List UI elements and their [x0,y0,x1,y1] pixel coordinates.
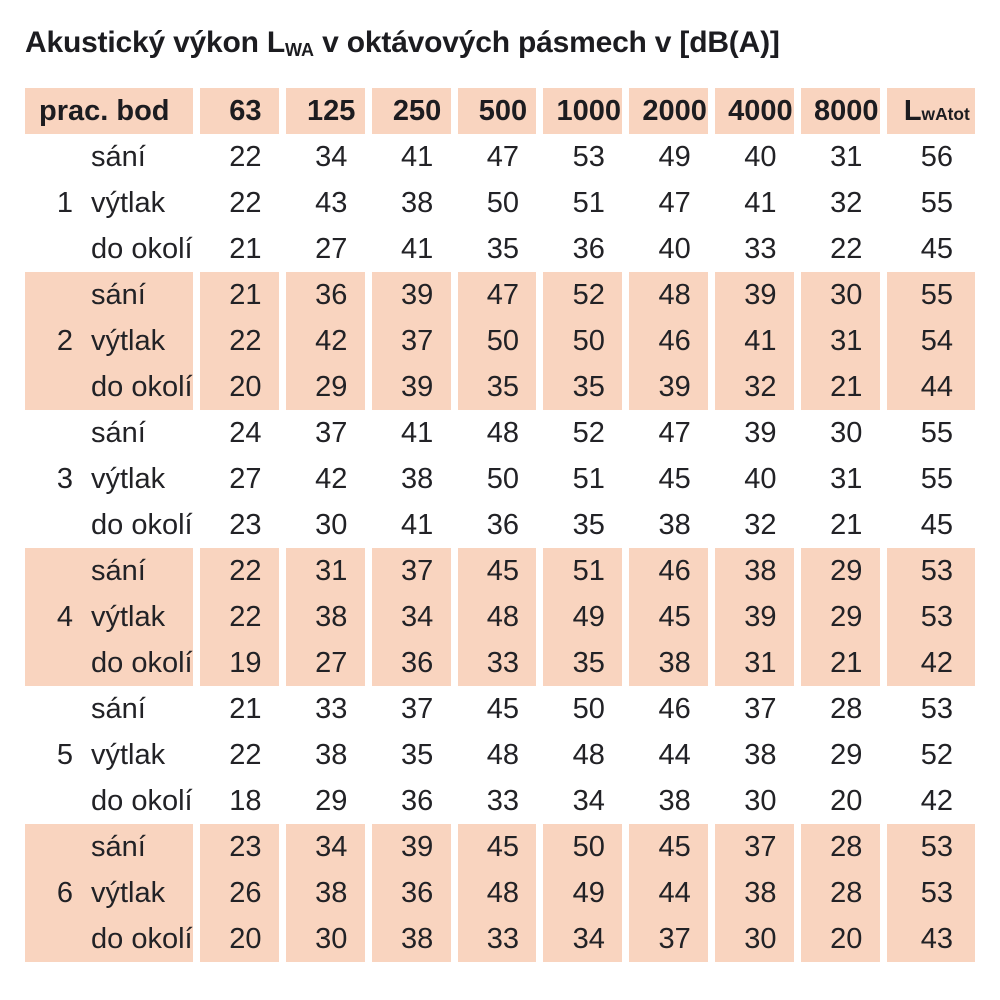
value-cell: 38 [400,462,434,495]
value-cell: 41 [400,232,434,265]
value-cell: 43 [315,186,348,219]
value-cell: 22 [229,140,262,173]
value-cell: 33 [486,784,520,817]
value-cell: 42 [286,318,365,364]
value-cell: 53 [572,140,605,173]
value-cell: 18 [229,784,262,817]
row-label-cell [25,318,193,364]
value-cell: 45 [629,594,708,640]
value-cell: 45 [658,462,691,495]
value-cell: 53 [887,870,975,916]
value-cell: 21 [801,640,880,686]
header-cell-band-125: 125 [286,88,365,134]
row-label-cell [25,778,193,824]
value-cell: 41 [400,508,434,541]
value-cell: 38 [286,870,365,916]
value-cell: 28 [830,692,863,725]
value-cell: 41 [715,318,794,364]
row-label-cell [25,226,193,272]
value-cell: 36 [372,870,451,916]
value-cell: 49 [543,870,622,916]
value-cell: 31 [830,462,863,495]
value-cell: 50 [486,186,520,219]
value-cell: 50 [572,692,605,725]
value-cell: 40 [744,462,777,495]
value-cell: 36 [572,232,605,265]
row-label: do okolí [91,508,193,541]
row-label: do okolí [91,646,193,679]
value-cell: 37 [744,692,777,725]
value-cell: 37 [715,824,794,870]
value-cell: 45 [458,824,537,870]
header-cell-band-1000: 1000 [543,88,622,134]
row-label: do okolí [91,370,193,403]
value-cell: 45 [458,548,537,594]
value-cell: 36 [486,508,520,541]
value-cell: 38 [400,186,434,219]
value-cell: 31 [715,640,794,686]
value-cell: 33 [744,232,777,265]
value-cell: 39 [629,364,708,410]
title-subscript: WA [285,39,315,60]
page-title [25,26,780,60]
row-label: výtlak [91,462,166,495]
value-cell: 52 [920,738,953,771]
value-cell: 34 [572,784,605,817]
row-label-cell [25,272,193,318]
value-cell: 24 [229,416,262,449]
value-cell: 35 [543,640,622,686]
value-cell: 40 [744,140,777,173]
row-label-cell [25,870,193,916]
value-cell: 34 [315,140,348,173]
header-cell-band-63: 63 [200,88,279,134]
value-cell: 35 [486,232,520,265]
row-label: výtlak [91,600,166,633]
value-cell: 53 [887,548,975,594]
value-cell: 37 [315,416,348,449]
group-number: 1 [56,186,73,219]
value-cell: 52 [572,416,605,449]
value-cell: 47 [658,186,691,219]
value-cell: 48 [458,594,537,640]
value-cell: 34 [372,594,451,640]
header-cell-prac-bod: prac. bod [25,88,193,134]
value-cell: 22 [229,186,262,219]
value-cell: 23 [200,824,279,870]
value-cell: 35 [543,364,622,410]
header-cell-band-2000: 2000 [629,88,708,134]
row-label: výtlak [91,738,166,771]
header-cell-band-250: 250 [372,88,451,134]
value-cell: 28 [801,870,880,916]
value-cell: 31 [286,548,365,594]
value-cell: 34 [286,824,365,870]
header-cell-band-4000: 4000 [715,88,794,134]
value-cell: 39 [744,416,777,449]
value-cell: 34 [543,916,622,962]
value-cell: 47 [486,140,520,173]
value-cell: 43 [887,916,975,962]
row-label: výtlak [91,876,166,909]
value-cell: 30 [801,272,880,318]
value-cell: 37 [372,318,451,364]
value-cell: 29 [286,364,365,410]
value-cell: 39 [372,824,451,870]
value-cell: 28 [801,824,880,870]
value-cell: 50 [543,824,622,870]
value-cell: 45 [486,692,520,725]
row-label-cell [25,686,193,732]
row-label-cell [25,180,193,226]
row-label-cell [25,456,193,502]
value-cell: 42 [920,784,953,817]
value-cell: 42 [887,640,975,686]
value-cell: 55 [920,186,953,219]
value-cell: 44 [658,738,691,771]
value-cell: 47 [658,416,691,449]
value-cell: 29 [801,594,880,640]
value-cell: 41 [400,140,434,173]
value-cell: 37 [400,692,434,725]
value-cell: 46 [629,548,708,594]
value-cell: 45 [920,508,953,541]
value-cell: 20 [200,364,279,410]
group-number: 6 [56,876,73,909]
value-cell: 20 [801,916,880,962]
row-label: do okolí [91,232,193,265]
value-cell: 38 [315,738,348,771]
row-label-cell [25,732,193,778]
value-cell: 33 [458,916,537,962]
value-cell: 29 [315,784,348,817]
value-cell: 27 [229,462,262,495]
row-label: sání [91,278,146,311]
row-label-cell [25,916,193,962]
value-cell: 22 [830,232,863,265]
value-cell: 49 [658,140,691,173]
value-cell: 41 [400,416,434,449]
value-cell: 35 [458,364,537,410]
value-cell: 55 [920,416,953,449]
value-cell: 27 [286,640,365,686]
value-cell: 41 [744,186,777,219]
value-cell: 27 [315,232,348,265]
value-cell: 38 [715,548,794,594]
row-label-cell [25,410,193,456]
value-cell: 37 [629,916,708,962]
value-cell: 20 [200,916,279,962]
value-cell: 48 [458,870,537,916]
value-cell: 30 [286,916,365,962]
value-cell: 51 [543,548,622,594]
value-cell: 52 [543,272,622,318]
value-cell: 32 [715,364,794,410]
value-cell: 40 [658,232,691,265]
row-label: sání [91,554,146,587]
value-cell: 39 [372,272,451,318]
row-label: do okolí [91,922,193,955]
acoustic-power-table [25,88,975,962]
value-cell: 55 [887,272,975,318]
value-cell: 38 [286,594,365,640]
lwatot-prefix: L [903,94,922,127]
value-cell: 38 [744,738,777,771]
row-label-cell [25,824,193,870]
value-cell: 44 [629,870,708,916]
row-label-cell [25,502,193,548]
value-cell: 48 [486,738,520,771]
value-cell: 37 [372,548,451,594]
value-cell: 30 [315,508,348,541]
value-cell: 21 [801,364,880,410]
row-label-cell [25,594,193,640]
row-label: do okolí [91,784,193,817]
value-cell: 38 [658,508,691,541]
row-label: výtlak [91,186,166,219]
value-cell: 21 [200,272,279,318]
value-cell: 38 [629,640,708,686]
value-cell: 49 [543,594,622,640]
value-cell: 50 [486,462,520,495]
value-cell: 46 [658,692,691,725]
value-cell: 29 [830,738,863,771]
value-cell: 22 [200,594,279,640]
value-cell: 35 [400,738,434,771]
row-label: výtlak [91,324,166,357]
value-cell: 53 [887,594,975,640]
value-cell: 32 [830,186,863,219]
title-text: Akustický výkon L [25,26,286,59]
group-number: 4 [56,600,73,633]
value-cell: 53 [887,824,975,870]
value-cell: 51 [572,186,605,219]
row-label-cell [25,640,193,686]
value-cell: 53 [920,692,953,725]
value-cell: 23 [229,508,262,541]
value-cell: 29 [801,548,880,594]
value-cell: 48 [572,738,605,771]
value-cell: 50 [543,318,622,364]
group-number: 2 [56,324,73,357]
value-cell: 45 [629,824,708,870]
value-cell: 47 [458,272,537,318]
row-label: sání [91,830,146,863]
group-number: 5 [56,738,73,771]
value-cell: 35 [572,508,605,541]
value-cell: 22 [200,318,279,364]
value-cell: 38 [658,784,691,817]
group-number: 3 [56,462,73,495]
value-cell: 32 [744,508,777,541]
value-cell: 21 [229,232,262,265]
value-cell: 22 [229,738,262,771]
value-cell: 46 [629,318,708,364]
value-cell: 38 [715,870,794,916]
value-cell: 39 [715,272,794,318]
value-cell: 20 [830,784,863,817]
value-cell: 42 [315,462,348,495]
header-cell-band-500: 500 [458,88,537,134]
value-cell: 21 [229,692,262,725]
value-cell: 39 [715,594,794,640]
value-cell: 31 [801,318,880,364]
value-cell: 48 [629,272,708,318]
value-cell: 26 [200,870,279,916]
value-cell: 36 [400,784,434,817]
value-cell: 36 [286,272,365,318]
value-cell: 31 [830,140,863,173]
value-cell: 36 [372,640,451,686]
row-label: sání [91,692,146,725]
lwatot-subscript: wAtot [921,104,970,125]
value-cell: 54 [887,318,975,364]
value-cell: 56 [920,140,953,173]
value-cell: 48 [486,416,520,449]
value-cell: 51 [572,462,605,495]
value-cell: 45 [920,232,953,265]
row-label: sání [91,416,146,449]
value-cell: 44 [887,364,975,410]
title-text-suffix: v oktávových pásmech v [dB(A)] [314,26,780,59]
row-label-cell [25,364,193,410]
value-cell: 39 [372,364,451,410]
value-cell: 22 [200,548,279,594]
header-cell-lwatot [887,88,975,134]
value-cell: 21 [830,508,863,541]
row-label-cell [25,548,193,594]
value-cell: 30 [744,784,777,817]
value-cell: 30 [830,416,863,449]
value-cell: 19 [200,640,279,686]
row-label: sání [91,140,146,173]
value-cell: 33 [315,692,348,725]
value-cell: 33 [458,640,537,686]
row-label-cell [25,134,193,180]
header-cell-band-8000: 8000 [801,88,880,134]
value-cell: 30 [715,916,794,962]
value-cell: 55 [920,462,953,495]
value-cell: 38 [372,916,451,962]
value-cell: 50 [458,318,537,364]
